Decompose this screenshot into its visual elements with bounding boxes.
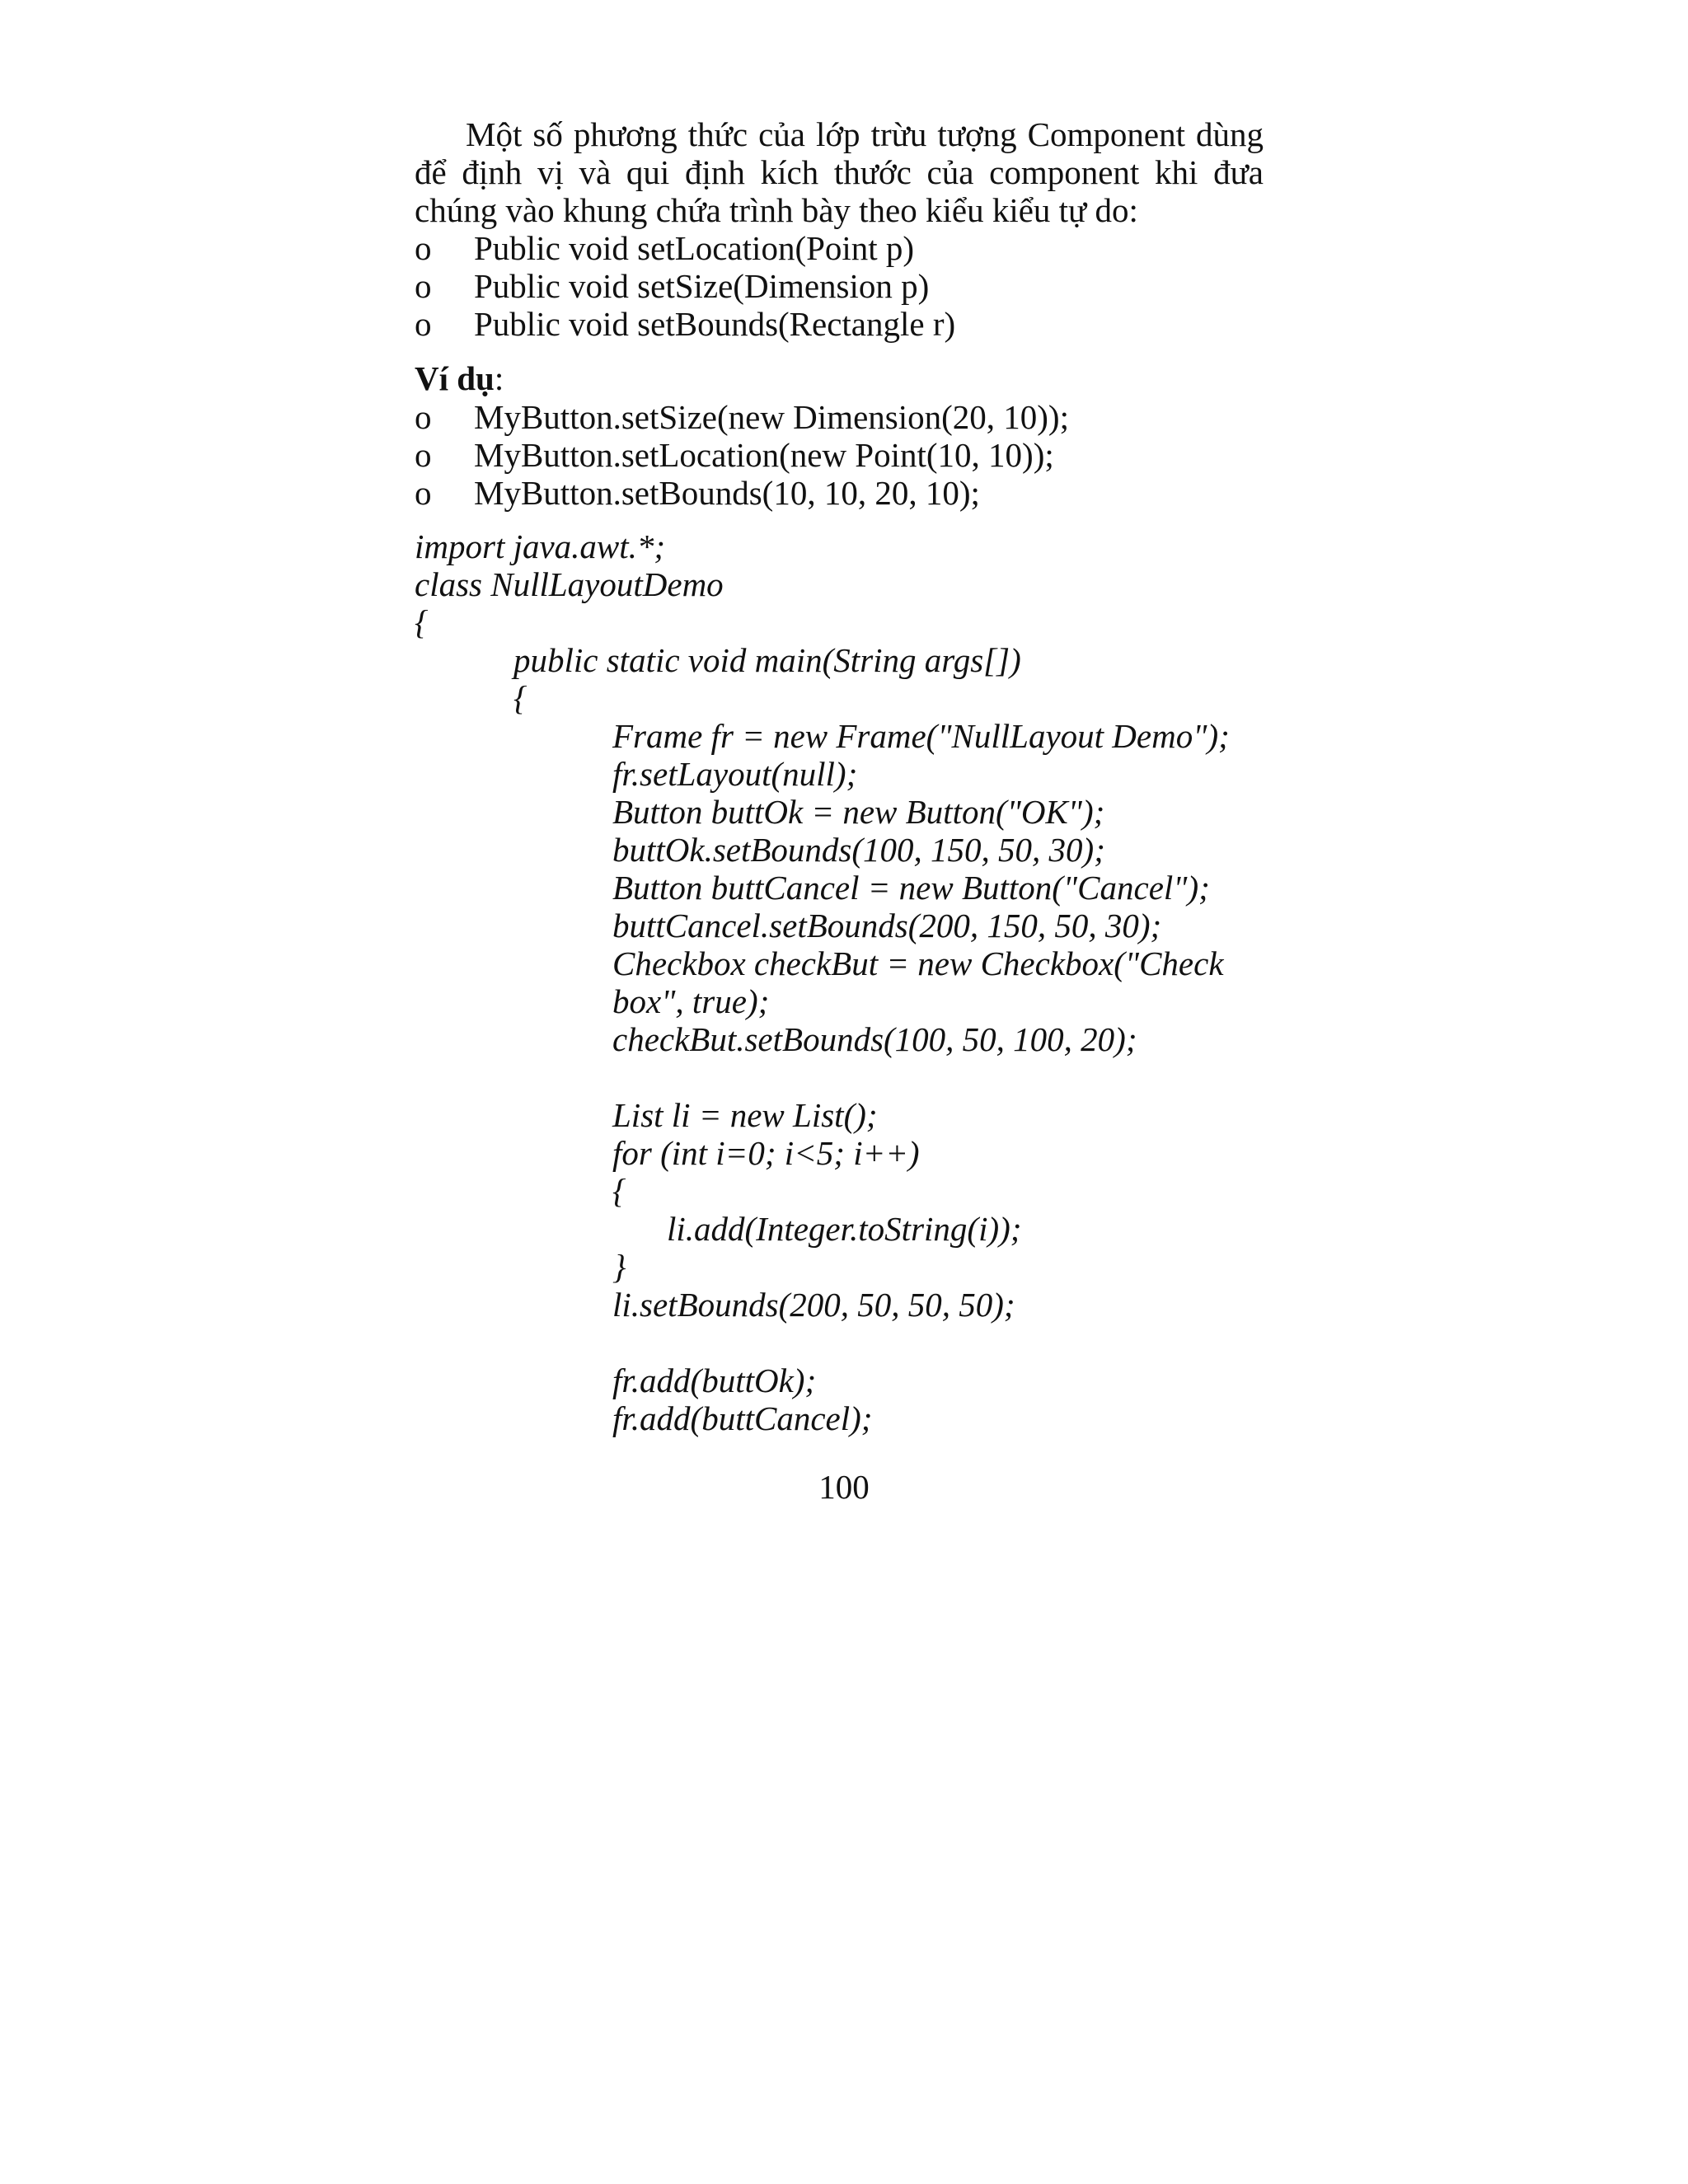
- code-line: fr.add(buttOk);: [612, 1361, 817, 1399]
- list-item: [415, 267, 1264, 305]
- list-item: [415, 436, 1264, 474]
- code-line: import java.awt.*;: [415, 527, 666, 565]
- method-signature: Public void setBounds(Rectangle r): [474, 305, 956, 343]
- example-statement: MyButton.setSize(new Dimension(20, 10));: [474, 398, 1069, 436]
- code-line: li.setBounds(200, 50, 50, 50);: [612, 1286, 1015, 1324]
- code-line: Button buttOk = new Button("OK");: [612, 793, 1105, 831]
- code-line: }: [612, 1248, 626, 1286]
- code-line: [415, 1058, 1288, 1096]
- bullet-marker: o: [415, 229, 432, 267]
- intro-paragraph: Một số phương thức của lớp trừu tượng Component dùng để định vị và qui định kích thước của component khi đưa chúng vào khung chứa trình bày theo kiểu kiểu tự do:: [415, 115, 1264, 229]
- code-line: [415, 1324, 1288, 1361]
- example-statement: MyButton.setBounds(10, 10, 20, 10);: [474, 474, 980, 512]
- method-signature: Public void setSize(Dimension p): [474, 267, 930, 305]
- code-line: public static void main(String args[]): [513, 641, 1021, 679]
- code-line: fr.setLayout(null);: [612, 755, 858, 793]
- example-label: Ví dụ: [415, 359, 495, 397]
- code-line: Checkbox checkBut = new Checkbox("Check: [612, 944, 1224, 982]
- example-statement: MyButton.setLocation(new Point(10, 10));: [474, 436, 1054, 474]
- code-line: List li = new List();: [612, 1096, 878, 1134]
- code-line: box", true);: [612, 982, 770, 1020]
- list-item: [415, 398, 1264, 436]
- code-line: buttOk.setBounds(100, 150, 50, 30);: [612, 831, 1105, 869]
- method-list: [415, 229, 1264, 343]
- list-item: [415, 474, 1264, 512]
- code-listing: [415, 527, 1288, 1437]
- code-line: fr.add(buttCancel);: [612, 1399, 873, 1437]
- bullet-marker: o: [415, 436, 432, 474]
- list-item: [415, 305, 1264, 343]
- bullet-marker: o: [415, 398, 432, 436]
- code-line: checkBut.setBounds(100, 50, 100, 20);: [612, 1020, 1137, 1058]
- list-item: [415, 229, 1264, 267]
- example-colon: :: [494, 359, 504, 397]
- example-heading: [415, 359, 504, 397]
- bullet-marker: o: [415, 267, 432, 305]
- code-line: buttCancel.setBounds(200, 150, 50, 30);: [612, 907, 1162, 944]
- code-line: {: [612, 1172, 626, 1210]
- page-number: 100: [818, 1468, 870, 1506]
- method-signature: Public void setLocation(Point p): [474, 229, 915, 267]
- code-line: Frame fr = new Frame("NullLayout Demo");: [612, 717, 1230, 755]
- example-list: [415, 398, 1264, 512]
- bullet-marker: o: [415, 305, 432, 343]
- code-line: class NullLayoutDemo: [415, 565, 724, 603]
- code-line: {: [513, 679, 528, 717]
- code-line: for (int i=0; i<5; i++): [612, 1134, 920, 1172]
- bullet-marker: o: [415, 474, 432, 512]
- code-line: li.add(Integer.toString(i));: [667, 1210, 1022, 1248]
- code-line: {: [415, 603, 429, 641]
- code-line: Button buttCancel = new Button("Cancel");: [612, 869, 1210, 907]
